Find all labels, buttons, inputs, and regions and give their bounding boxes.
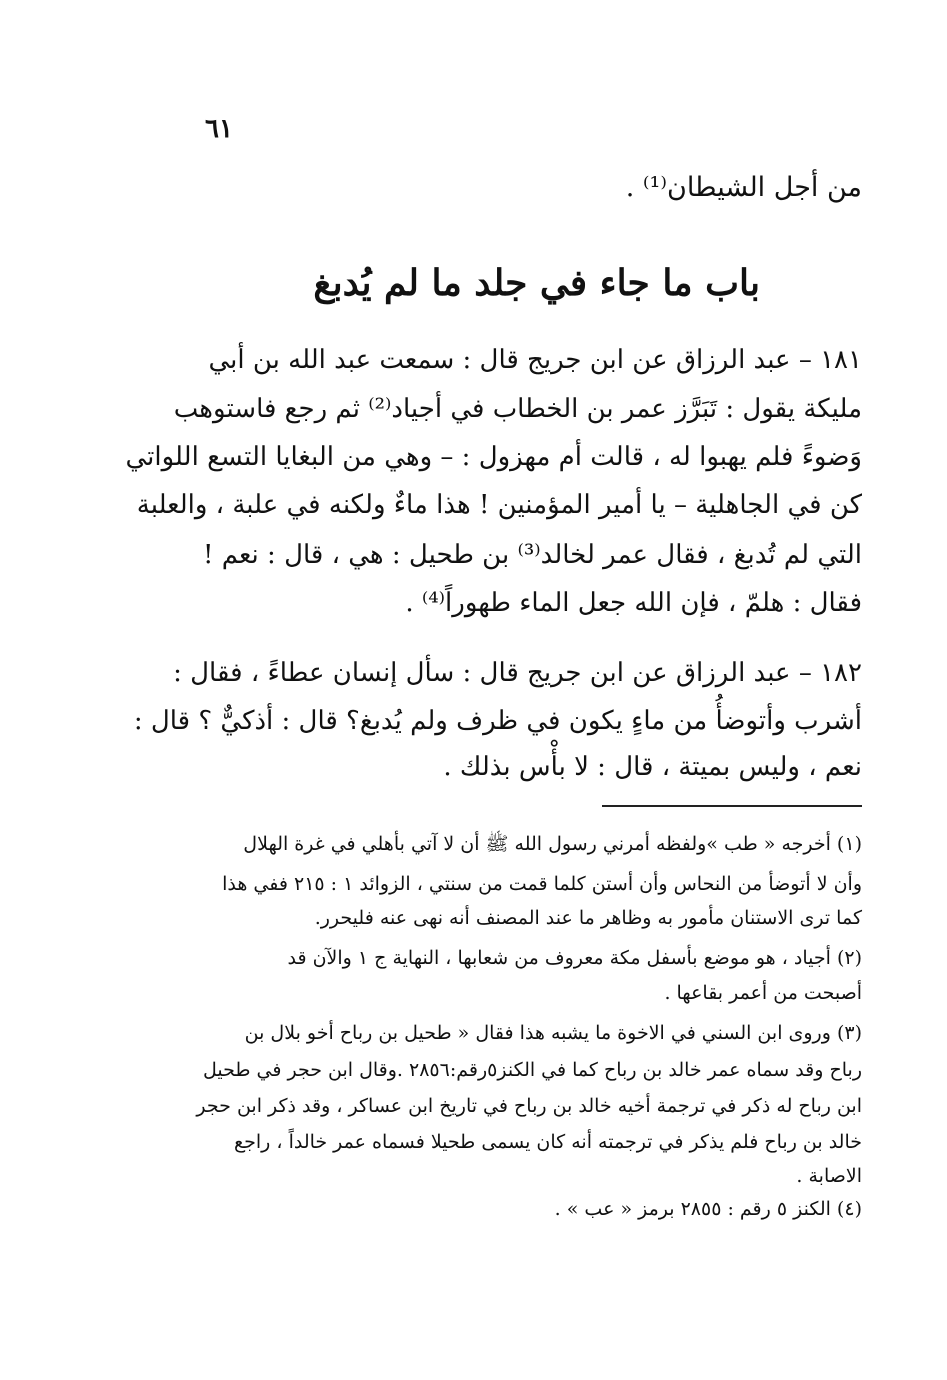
- footnote-1-line-1: (١) أخرجه « طب »ولفظه أمرني رسول الله ﷺ أن لا آتي بأهلي في غرة الهلال: [243, 833, 862, 855]
- opening-line: من أجل الشيطان⁽¹⁾ .: [625, 172, 862, 203]
- footnote-3-line-1: (٣) وروى ابن السني في الاخوة ما يشبه هذا فقال « طحيل بن رباح أخو بلال بن: [244, 1022, 862, 1044]
- hadith-182-line-2: أشرب وأتوضأُ من ماءٍ يكون في ظرف ولم يُدبغ؟ قال : أذكيٌّ ؟ قال :: [133, 706, 862, 736]
- footnote-1-line-3: كما ترى الاستنان مأمور به وظاهر ما عند المصنف أنه نهى عنه فليحرر.: [314, 907, 862, 929]
- hadith-181-line-5: التي لم تُدبغ ، فقال عمر لخالد⁽³⁾ بن طحيل : هي ، قال : نعم !: [202, 540, 862, 570]
- footnote-1-line-2: وأن لا أتوضأ من النحاس وأن أستن كلما قمت من سنتي ، الزوائد ١ : ٢١٥ ففي هذا: [222, 873, 862, 895]
- hadith-181-line-4: كن في الجاهلية – يا أمير المؤمنين ! هذا ماءٌ ولكنه في علبة ، والعلبة: [136, 490, 862, 520]
- footnote-3-line-5: الاصابة .: [796, 1165, 862, 1187]
- chapter-title: باب ما جاء في جلد ما لم يُدبغ: [313, 262, 760, 304]
- hadith-182-line-3: نعم ، وليس بميتة ، قال : لا بأْس بذلك .: [443, 752, 862, 782]
- footnote-3-line-4: خالد بن رباح فلم يذكر في ترجمته أنه كان يسمى طحيلا فسماه عمر خالداً ، راجع: [234, 1131, 862, 1153]
- footnote-3-line-3: ابن رباح له ذكر في ترجمة أخيه خالد بن رباح في تاريخ ابن عساكر ، وقد ذكر ابن حجر: [196, 1095, 862, 1117]
- footnote-separator: [602, 805, 862, 807]
- hadith-181-line-1: ١٨١ – عبد الرزاق عن ابن جريج قال : سمعت عبد الله بن أبي: [208, 345, 862, 375]
- footnote-3-line-2: رباح وقد سماه عمر خالد بن رباح كما في الكنز٥رقم:٢٨٥٦ .وقال ابن حجر في طحيل: [202, 1059, 862, 1081]
- footnote-2-line-2: أصبحت من أعمر بقاعها .: [664, 982, 862, 1004]
- hadith-182-line-1: ١٨٢ – عبد الرزاق عن ابن جريج قال : سأل إنسان عطاءً ، فقال :: [173, 658, 862, 688]
- footnote-4-line-1: (٤) الكنز ٥ رقم : ٢٨٥٥ برمز « عب » .: [554, 1198, 862, 1220]
- page-number: ٦١: [205, 114, 233, 144]
- hadith-181-line-6: فقال : هلمّ ، فإن الله جعل الماء طهوراً⁽⁴⁾ .: [405, 588, 862, 618]
- hadith-181-line-2: مليكة يقول : تَبَرَّز عمر بن الخطاب في أجياد⁽²⁾ ثم رجع فاستوهب: [173, 394, 862, 424]
- footnote-2-line-1: (٢) أجياد ، هو موضع بأسفل مكة معروف من شعابها ، النهاية ج ١ والآن قد: [287, 947, 862, 969]
- hadith-181-line-3: وَضوءً فلم يهبوا له ، قالت أم مهزول : – وهي من البغايا التسع اللواتي: [125, 442, 862, 472]
